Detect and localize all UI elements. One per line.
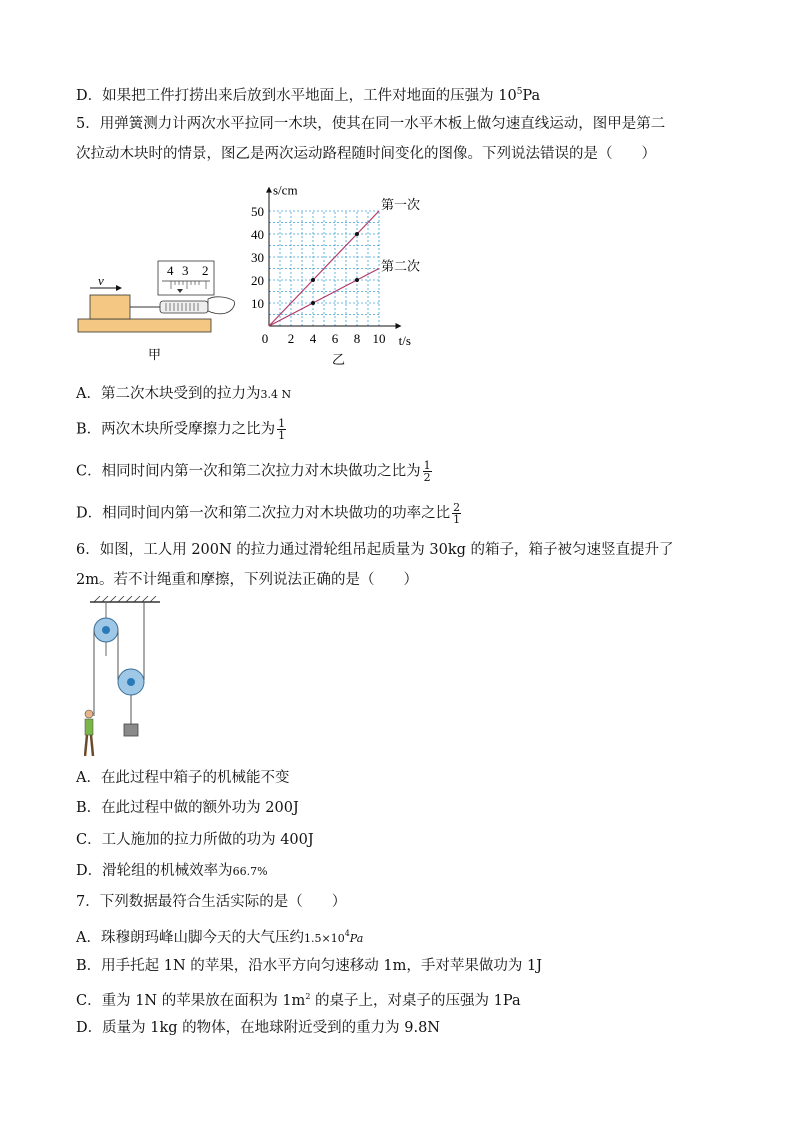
q7-option-a: A．珠穆朗玛峰山脚今天的大气压约$1.5\times 10^4Pa$ <box>76 929 364 946</box>
wooden-board <box>78 319 211 332</box>
y-tick-label: 20 <box>251 273 264 288</box>
y-tick-label: 40 <box>251 227 264 242</box>
q6-option-d: D．滑轮组的机械效率为66.7% <box>76 863 268 879</box>
q5-option-b: B．两次木块所受摩擦力之比为 $\frac{1}{1}$ <box>76 417 286 442</box>
figure-yi-label: 乙 <box>332 353 346 368</box>
q6-option-b: B．在此过程中做的额外功为 200J <box>76 800 299 816</box>
scale-label-2: 2 <box>202 263 209 278</box>
q7-option-b: B．用手托起 1N 的苹果，沿水平方向匀速移动 1m，手对苹果做功为 1J <box>76 958 543 974</box>
q6-stem-line1: 6．如图，工人用 200N 的拉力通过滑轮组吊起质量为 30kg 的箱子，箱子被匀速竖直提升了 <box>76 542 674 558</box>
y-tick-label: 30 <box>251 250 264 265</box>
y-axis-arrow <box>266 187 272 193</box>
pulley-figure <box>84 596 164 762</box>
q6-option-a: A．在此过程中箱子的机械能不变 <box>76 770 290 786</box>
box-icon <box>124 724 138 736</box>
q6-stem-line2: 2m。若不计绳重和摩擦，下列说法正确的是（ ） <box>76 572 418 588</box>
data-point <box>355 232 359 236</box>
q5-stem-line1: 5．用弹簧测力计两次水平拉同一木块，使其在同一水平木板上做匀速直线运动，图甲是第二 <box>76 116 666 132</box>
scale-label-3: 3 <box>182 263 189 278</box>
x-tick-label: 10 <box>372 331 386 346</box>
x-tick-label: 2 <box>287 331 295 346</box>
spring-scale <box>160 301 208 313</box>
q6-option-c: C．工人施加的拉力所做的功为 400J <box>76 832 314 848</box>
data-point <box>311 278 315 282</box>
figure-jia <box>76 255 244 363</box>
hand-icon <box>208 297 235 314</box>
data-point <box>355 278 359 282</box>
x-tick-label: 4 <box>309 331 317 346</box>
x-tick-label: 8 <box>353 331 361 346</box>
y-tick-label: 50 <box>251 204 264 219</box>
figure-jia-label: 甲 <box>148 347 162 362</box>
x-tick-label: 6 <box>331 331 339 346</box>
series-label: 第二次 <box>381 259 421 275</box>
q4-option-d: D．如果把工件打捞出来后放到水平地面上，工件对地面的压强为 $10^5Pa$ <box>76 87 541 104</box>
q5-stem-line2: 次拉动木块时的情景，图乙是两次运动路程随时间变化的图像。下列说法错误的是（ ） <box>76 146 656 162</box>
q5-option-d: D．相同时间内第一次和第二次拉力对木块做功的功率之比 $\frac{2}{1}$ <box>76 501 461 526</box>
q7-option-c: C．重为 1N 的苹果放在面积为 $1m^2$ 的桌子上，对桌子的压强为 1Pa <box>76 992 521 1009</box>
y-tick-label: 10 <box>251 296 264 311</box>
q5-option-a: A．第二次木块受到的拉力为3.4 N <box>76 386 292 402</box>
worker-icon <box>85 710 93 718</box>
q7-stem: 7．下列数据最符合生活实际的是（ ） <box>76 894 347 910</box>
velocity-label: v <box>98 273 104 288</box>
series-label: 第一次 <box>381 198 421 213</box>
x-tick-label: 0 <box>261 331 269 346</box>
q5-option-c: C．相同时间内第一次和第二次拉力对木块做功之比为 $\frac{1}{2}$ <box>76 459 431 484</box>
wooden-block <box>90 295 130 319</box>
figure-yi-chart <box>240 178 440 368</box>
data-point <box>311 301 315 305</box>
scale-label-4: 4 <box>167 263 174 278</box>
x-axis-label: t/s <box>398 333 411 348</box>
x-axis-arrow <box>396 323 402 329</box>
q7-option-d: D．质量为 1kg 的物体，在地球附近受到的重力为 9.8N <box>76 1020 440 1036</box>
y-axis-label: s/cm <box>273 182 298 198</box>
